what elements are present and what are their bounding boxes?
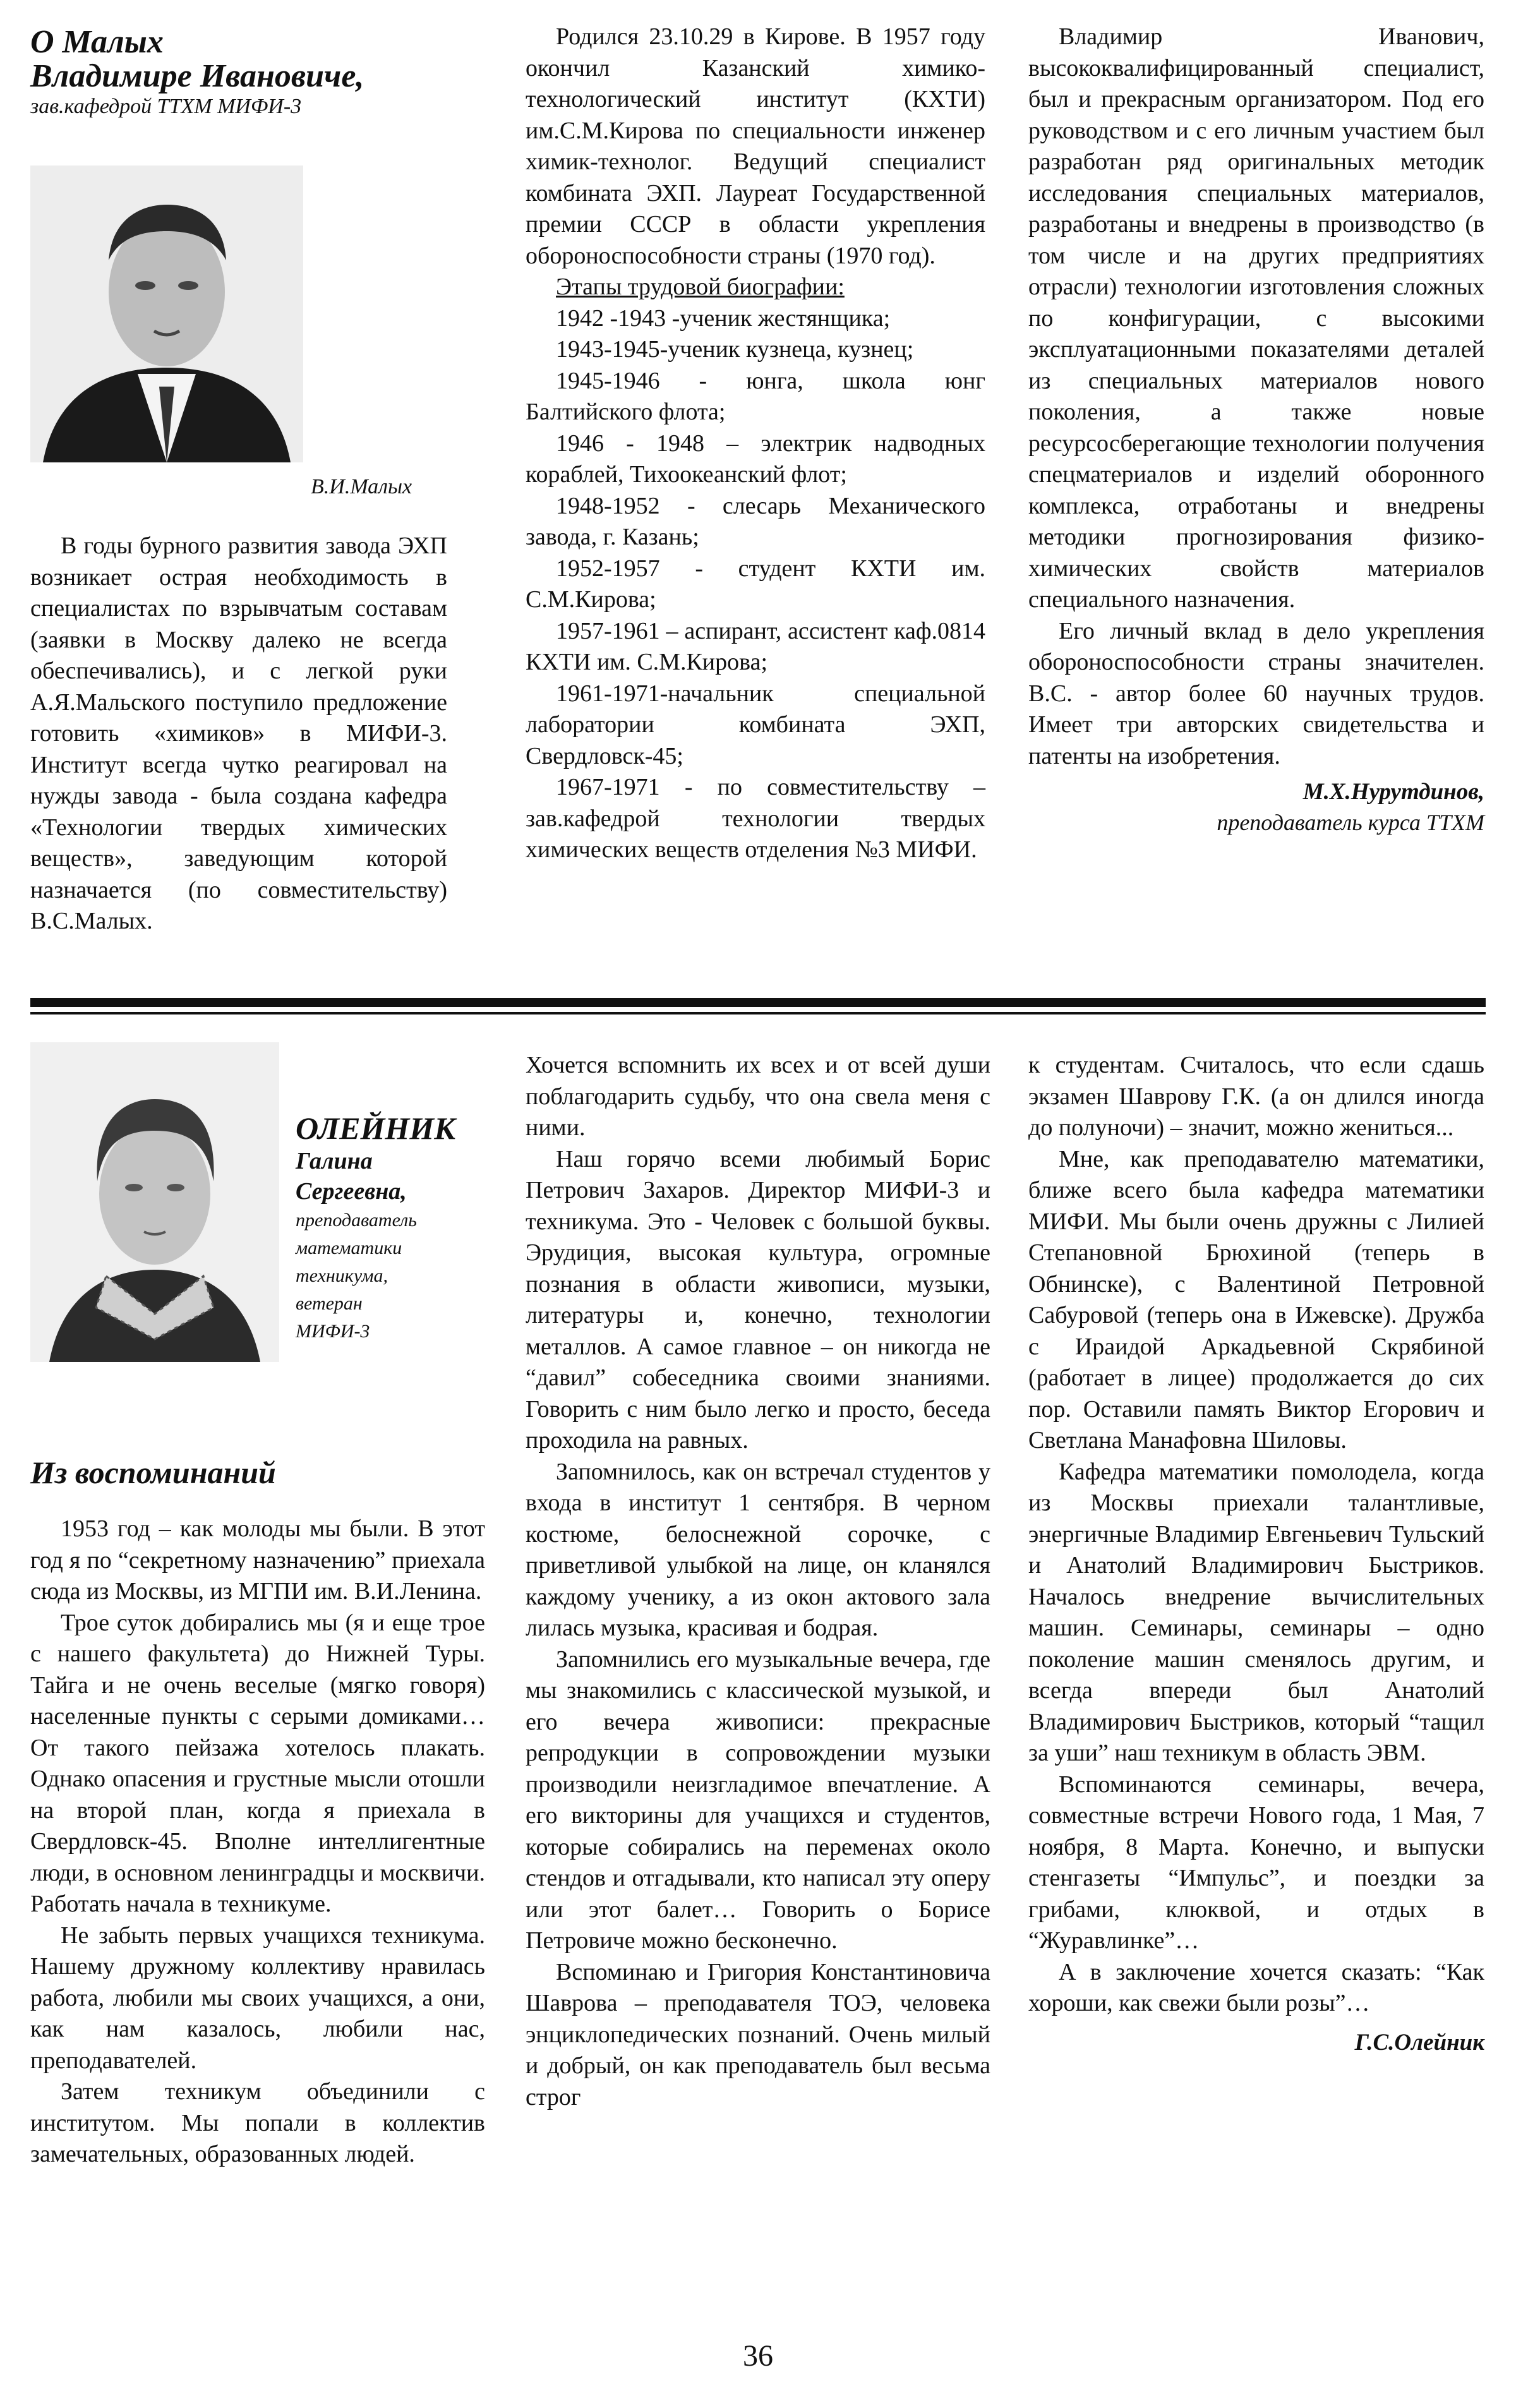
- article-title: [30, 25, 364, 93]
- bio-item: 1952-1957 - студент КХТИ им. С.М.Кирова;: [526, 555, 985, 613]
- author-role-line: преподаватель: [296, 1210, 417, 1231]
- bio-item: 1957-1961 – аспирант, ассистент каф.0814 КХТИ им. С.М.Кирова;: [526, 617, 985, 675]
- section1-column-2: [526, 21, 985, 866]
- achievements-paragraph: Владимир Иванович, высококвалифицированный специалист, был и прекрасным организатором. Под его руководством и с его личным участием был разработан ряд оригинальных методик исследования специальных материалов, разработаны и внедрены в производство (в том числе и на других предприятиях отрасли) технологии изготовления сложных по конфигурации, с высокими эксплуатационными показателями деталей из специальных материалов нового поколения, а также новые ресурсосберегающие технологии получения спецматериалов и изделий оборонного комплекса, отработаны и внедрены методики прогнозирования физико-химических свойств материалов специального назначения.: [1028, 23, 1484, 613]
- contribution-paragraph: Его личный вклад в дело укрепления обороноспособности страны значителен. В.С. - автор более 60 научных трудов. Имеет три авторских свидетельства и патенты на изобретения.: [1028, 617, 1484, 769]
- bio-item: 1946 - 1948 – электрик надводных кораблей, Тихоокеанский флот;: [526, 430, 985, 488]
- portrait-illustration: [30, 1042, 279, 1362]
- memory-paragraph: Кафедра математики помолодела, когда из Москвы приехали талантливые, энергичные Владимир Евгеньевич Тульский и Анатолий Владимирович Быстриков. Началось внедрение вычислительных машин. Семинары, семинары – одно поколение машин сменялось другим, и всегда впереди был Анатолий Владимирович Быстриков, который “тащил за уши” наш техникум в область ЭВМ.: [1028, 1458, 1484, 1766]
- author-role-line: МИФИ-3: [296, 1321, 370, 1342]
- author-surname: ОЛЕЙНИК: [296, 1111, 456, 1146]
- portrait-photo-malykh: [30, 166, 303, 462]
- signature-name: М.Х.Нурутдинов,: [1302, 779, 1484, 805]
- section2-column-3: [1028, 1050, 1484, 2058]
- author-role-line: математики: [296, 1237, 402, 1258]
- section1-column-1: [30, 531, 447, 937]
- memory-paragraph: Трое суток добирались мы (я и еще трое с нашего факультета) до Нижней Туры. Тайга и не очень веселые (мягко говоря) населенные пункты с серыми домиками… От такого пейзажа хотелось плакать. Однако опасения и грустные мысли отошли на второй план, когда я приехала в Свердловск-45. Вполне интеллигентные люди, в основном ленинградцы и москвичи. Работать начала в техникуме.: [30, 1609, 485, 1917]
- bio-heading: Этапы трудовой биографии:: [556, 274, 845, 300]
- section-divider-thick: [30, 998, 1486, 1007]
- author-role-line: техникума,: [296, 1265, 388, 1286]
- author-role-line: ветеран: [296, 1293, 363, 1314]
- memory-paragraph: Не забыть первых учащихся техникума. Нашему дружному коллективу нравилась работа, любили мы своих учащихся, а они, как нам казалось, любили нас, преподавателей.: [30, 1922, 485, 2074]
- portrait-illustration: [30, 166, 303, 462]
- section-divider-thin: [30, 1012, 1486, 1014]
- bio-item: 1943-1945-ученик кузнеца, кузнец;: [556, 336, 914, 363]
- photo-caption: В.И.Малых: [311, 475, 412, 498]
- memories-heading: Из воспоминаний: [30, 1455, 276, 1490]
- memory-paragraph: Мне, как преподавателю математики, ближе всего была кафедра математики МИФИ. Мы были очень дружны с Лилией Степановной Брюхиной (теперь в Обнинске), с Валентиной Петровной Сабуровой (теперь она в Ижевске). Дружба с Ираидой Аркадьевной Скрябиной (работает в лицее) продолжается до сих пор. Оставили память Виктор Егорович и Светлана Манафовна Шиловы.: [1028, 1145, 1484, 1454]
- portrait-photo-oleynik: [30, 1042, 279, 1362]
- memory-paragraph: А в заключение хочется сказать: “Как хороши, как свежи были розы”…: [1028, 1958, 1484, 2016]
- memory-paragraph: 1953 год – как молоды мы были. В этот год я по “секретному назначению” приехала сюда из Москвы, из МГПИ им. В.И.Ленина.: [30, 1515, 485, 1604]
- author-signature: Г.С.Олейник: [1354, 2029, 1484, 2056]
- memory-paragraph: Вспоминаются семинары, вечера, совместные встречи Нового года, 1 Мая, 7 ноября, 8 Марта. Конечно, и выпуски стенгазеты “Импульс”, и поездки за грибами, клюквой, и отдых в “Журавлинке”…: [1028, 1771, 1484, 1954]
- birth-paragraph: Родился 23.10.29 в Кирове. В 1957 году окончил Казанский химико-технологический институт (КХТИ) им.С.М.Кирова по специальности инженер химик-технолог. Ведущий специалист комбината ЭХП. Лауреат Государственной премии СССР в области укрепления обороноспособности страны (1970 год).: [526, 23, 985, 269]
- title-line-2: Владимире Ивановиче,: [30, 58, 364, 94]
- author-patronymic: Сергеевна,: [296, 1178, 407, 1205]
- section2-column-1: [30, 1514, 485, 2170]
- memory-paragraph: Наш горячо всеми любимый Борис Петрович Захаров. Директор МИФИ-3 и техникума. Это - Человек с большой буквы. Эрудиция, высокая культура, огромные познания в области живописи, музыки, литературы и, конечно, технологии металлов. А самое главное – он никогда не “давил” собеседника своими знаниями. Говорить с ним было легко и просто, беседа проходила на равных.: [526, 1145, 990, 1454]
- memory-paragraph: Хочется вспомнить их всех и от всей души поблагодарить судьбу, что она свела меня с ними.: [526, 1052, 990, 1141]
- section2-column-2: [526, 1050, 990, 2113]
- author-given-name: Галина: [296, 1148, 373, 1174]
- page-number: 36: [743, 2339, 773, 2373]
- article-subtitle: зав.кафедрой ТТХМ МИФИ-3: [30, 95, 302, 118]
- memory-paragraph: Вспоминаю и Григория Константиновича Шаврова – преподавателя ТОЭ, человека энциклопедических познаний. Очень милый и добрый, он как преподаватель был весьма строг: [526, 1958, 990, 2110]
- title-line-1: О Малых: [30, 24, 164, 60]
- bio-item: 1961-1971-начальник специальной лаборатории комбината ЭХП, Свердловск-45;: [526, 680, 985, 769]
- bio-item: 1942 -1943 -ученик жестянщика;: [556, 304, 891, 332]
- memory-paragraph: Запомнились его музыкальные вечера, где мы знакомились с классической музыкой, и его вечера живописи: прекрасные репродукции в сопровождении музыки производили неизгладимое впечатление. А его викторины для учащихся и студентов, которые собирались на переменах около стендов и отгадывали, кто написал эту оперу или этот балет… Говорить о Борисе Петровиче можно бесконечно.: [526, 1646, 990, 1954]
- memory-paragraph: к студентам. Считалось, что если сдашь экзамен Шаврову Г.К. (а он длился иногда до полуночи) – значит, можно жениться...: [1028, 1052, 1484, 1141]
- author-name-block: [296, 1111, 455, 1345]
- bio-item: 1967-1971 - по совместительству – зав.кафедрой технологии твердых химических веществ отделения №3 МИФИ.: [526, 774, 985, 863]
- bio-item: 1948-1952 - слесарь Механического завода, г. Казань;: [526, 492, 985, 550]
- memory-paragraph: Затем техникум объединили с институтом. Мы попали в коллектив замечательных, образованных людей.: [30, 2078, 485, 2167]
- section1-column-3: [1028, 21, 1484, 838]
- signature-role: преподаватель курса ТТХМ: [1217, 810, 1484, 835]
- memory-paragraph: Запомнилось, как он встречал студентов у входа в институт 1 сентября. В черном костюме, белоснежной сорочке, с приветливой улыбкой на лице, он кланялся каждому ученику, а из окон актового зала лилась музыка, красивая и бодрая.: [526, 1458, 990, 1641]
- bio-item: 1945-1946 - юнга, школа юнг Балтийского флота;: [526, 367, 985, 425]
- intro-paragraph: В годы бурного развития завода ЭХП возникает острая необходимость в специалистах по взрывчатым составам (заявки в Москву далеко не всегда обеспечивались), и с легкой руки А.Я.Мальского поступило предложение готовить «химиков» в МИФИ-3. Институт всегда чутко реагировал на нужды завода - была создана кафедра «Технологии твердых химических веществ», заведующим которой назначается (по совместительству) В.С.Малых.: [30, 533, 447, 934]
